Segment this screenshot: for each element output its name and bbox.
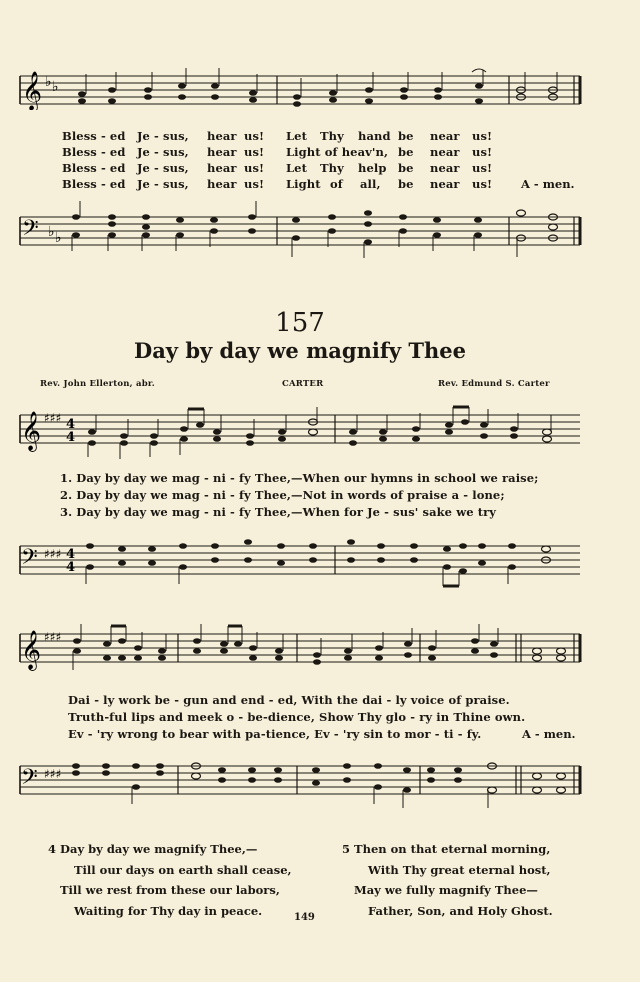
credit-music: Rev. Edmund S. Carter [438, 379, 550, 389]
hymn-amen: A - men. [522, 727, 576, 741]
top-treble-staff [0, 0, 640, 110]
system1-lyric-line-2: 2. Day by day we mag - ni - fy Thee,—Not in words of praise a - lone; [60, 488, 505, 502]
credit-tune: CARTER [282, 379, 324, 389]
stanza-5-number: 5 [342, 842, 351, 856]
svg-text:♭: ♭ [52, 79, 59, 95]
system2-lyric-line-1: Dai - ly work be - gun and end - ed, With the dai - ly voice of praise. [68, 693, 510, 707]
system2-treble-staff [0, 612, 640, 687]
svg-text:4: 4 [66, 547, 76, 562]
svg-text:♭: ♭ [45, 74, 52, 90]
hymn-title: Day by day we magnify Thee [133, 338, 466, 363]
stanza-4-number: 4 [48, 842, 57, 856]
svg-text:♯♯♯: ♯♯♯ [44, 411, 62, 425]
svg-text:♯♯♯: ♯♯♯ [44, 767, 62, 781]
system1-treble-staff [0, 395, 640, 470]
svg-text:♯♯♯: ♯♯♯ [44, 547, 62, 561]
stanza-4: 4 Day by day we magnify Thee,— Till our days on earth shall cease, Till we rest from these our labors, Waiting for Thy day in peace. [48, 842, 292, 918]
system2-lyric-line-2: Truth-ful lips and meek o - be-dience, Show Thy glo - ry in Thine own. [68, 710, 526, 724]
svg-text:♯♯♯: ♯♯♯ [44, 630, 62, 644]
svg-text:𝄢: 𝄢 [22, 216, 39, 246]
credit-words: Rev. John Ellerton, abr. [40, 379, 155, 389]
svg-text:𝄞: 𝄞 [21, 411, 42, 451]
system1-bass-staff [0, 528, 640, 593]
svg-text:♭: ♭ [55, 230, 62, 246]
svg-text:𝄞: 𝄞 [22, 71, 43, 110]
svg-text:𝄢: 𝄢 [21, 545, 38, 575]
system2-lyric-line-3: Ev - 'ry wrong to bear with pa-tience, Ev - 'ry sin to mor - ti - fy. [68, 727, 482, 741]
stanza-5: 5 Then on that eternal morning, With Thy great eternal host, May we fully magnify Thee— Father, Son, and Holy Ghost. [342, 842, 553, 918]
system2-bass-staff [0, 750, 640, 815]
svg-text:♭: ♭ [48, 224, 55, 240]
svg-text:𝄢: 𝄢 [21, 765, 38, 795]
svg-text:4: 4 [66, 430, 76, 445]
svg-text:4: 4 [66, 417, 76, 432]
svg-text:𝄞: 𝄞 [21, 630, 42, 670]
svg-text:4: 4 [66, 560, 76, 575]
prev-amen: A - men. [521, 177, 575, 191]
hymn-number: 157 [275, 308, 325, 338]
system1-lyric-line-1: 1. Day by day we mag - ni - fy Thee,—When our hymns in school we raise; [60, 471, 539, 485]
page-number: 149 [294, 912, 315, 923]
system1-lyric-line-3: 3. Day by day we mag - ni - fy Thee,—When for Je - sus' sake we try [60, 505, 497, 519]
top-bass-staff [0, 195, 640, 265]
